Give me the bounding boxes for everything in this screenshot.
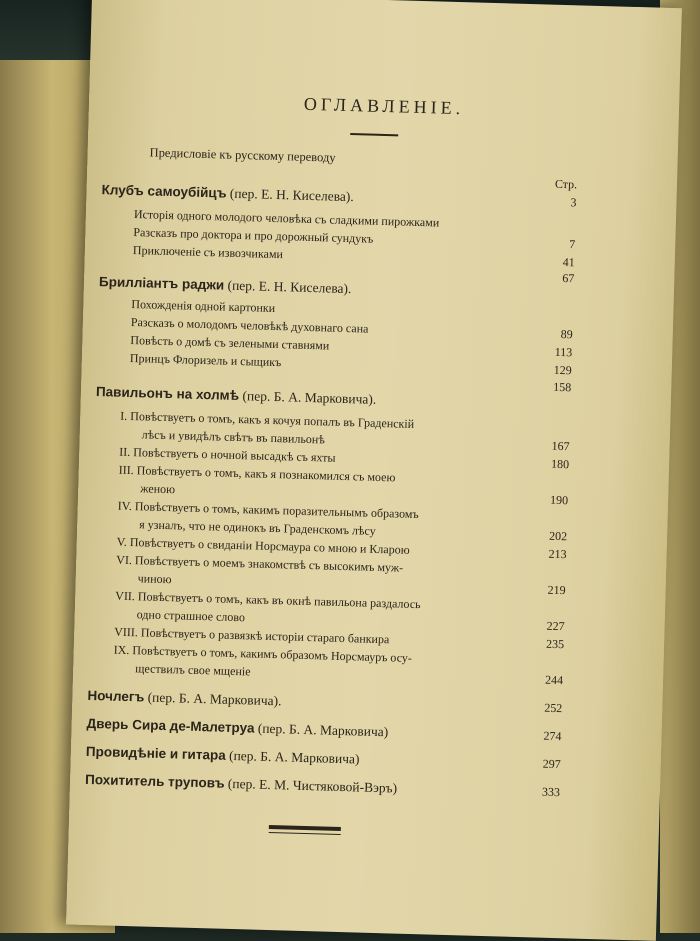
toc-entry-page: 180 <box>550 456 570 472</box>
toc-entry-page: 202 <box>548 528 568 544</box>
toc-entry-title <box>138 571 172 587</box>
toc-entry-title <box>149 145 335 165</box>
toc-entry-text: (пер. Б. А. Марковича) <box>225 747 360 767</box>
toc-entry-page: 235 <box>545 636 565 652</box>
toc-entry-heading: Клубъ самоубійцъ <box>101 182 227 201</box>
toc-entry-title <box>137 607 246 625</box>
toc-entry-page: 227 <box>546 618 565 634</box>
toc-entry-text: Похожденія одной картонки <box>131 296 276 315</box>
toc-entry-page: 113 <box>554 344 573 360</box>
toc-entry <box>87 144 677 180</box>
toc-entry-text: VIII. Повѣствуетъ о развязкѣ исторіи стараго банкира <box>114 624 390 647</box>
toc-entry-page: 158 <box>553 379 572 395</box>
toc-entry-text: Разсказъ о молодомъ человѣкѣ духовнаго сана <box>130 314 369 336</box>
toc-entry-page: 67 <box>562 271 575 286</box>
toc-entry-page: 333 <box>541 784 561 800</box>
toc-entry-title <box>87 688 281 709</box>
toc-entry-text: ществилъ свое мщеніе <box>135 661 251 679</box>
toc-entry-text: Приключеніе съ извозчиками <box>132 243 284 262</box>
toc-entry-text: одно страшное слово <box>136 607 246 625</box>
toc-entry-heading: Провидѣніе и гитара <box>85 743 226 763</box>
toc-entry-page: 167 <box>551 438 570 454</box>
toc-entry-text: чиною <box>137 571 172 587</box>
toc-entry-text: женою <box>140 481 176 497</box>
toc-entry-page: 252 <box>544 700 563 716</box>
toc-entry-text: (пер. Б. А. Марковича). <box>238 388 377 407</box>
page-title: ОГЛАВЛЕНІЕ. <box>303 93 465 119</box>
toc-entry-page: 41 <box>562 255 575 270</box>
toc-entry-heading: Похититель труповъ <box>84 771 225 791</box>
toc-entry-page: 3 <box>570 195 577 210</box>
toc-entry-page: 190 <box>549 492 569 508</box>
toc-entry-title <box>130 351 282 370</box>
toc-entry-page: 7 <box>569 237 576 252</box>
toc-entry-text: III. Повѣствуетъ о томъ, какъ я познакомился съ моею <box>118 462 396 485</box>
table-of-contents <box>66 0 682 941</box>
toc-entry-heading: Ночлегъ <box>87 687 145 705</box>
toc-entry-text: IX. Повѣствуетъ о томъ, какимъ образомъ Норсмауръ осу- <box>113 642 413 665</box>
page-column-label: Стр. <box>554 176 578 192</box>
toc-entry-text: Исторія одного молодого человѣка съ сладкими пирожками <box>133 207 440 230</box>
toc-entry-text: Принцъ Флоризель и сыщикъ <box>129 350 282 370</box>
toc-entry-title <box>86 744 360 768</box>
toc-entry-title <box>140 481 175 497</box>
toc-entry-text: (пер. Б. А. Марковича) <box>254 720 389 740</box>
toc-entry-title <box>86 716 388 740</box>
book-page <box>66 0 682 941</box>
toc-entry-text: VI. Повѣствуетъ о моемъ знакомствѣ съ высокимъ муж- <box>116 552 404 575</box>
end-ornament-rule-thin <box>269 832 341 835</box>
toc-entry-text: I. Повѣствуетъ о томъ, какъ я кочуя попалъ въ Граденскій <box>120 408 415 431</box>
toc-entry-text: Разсказъ про доктора и про дорожный сундукъ <box>133 225 374 246</box>
toc-entry-text: II. Повѣствуетъ о ночной высадкѣ съ яхты <box>119 444 336 465</box>
toc-entry-text: VII. Повѣствуетъ о томъ, какъ въ окнѣ павильона раздалось <box>115 588 421 612</box>
toc-entry-text: IV. Повѣствуетъ о томъ, какимъ поразительнымъ образомъ <box>117 498 419 522</box>
toc-entry-text: (пер. Е. Н. Киселева). <box>223 277 352 297</box>
toc-entry-text: V. Повѣствуетъ о свиданіи Норсмаура со мною и Кларою <box>116 534 410 557</box>
toc-entry-title <box>85 772 397 797</box>
toc-entry-heading: Павильонъ на холмѣ <box>95 384 240 404</box>
toc-entry-page: 244 <box>544 672 564 688</box>
toc-entry-heading: Дверь Сира де-Малетруа <box>86 715 255 736</box>
toc-entry-text: (пер. Б. А. Марковича). <box>144 689 282 709</box>
toc-entry-page: 129 <box>553 362 572 378</box>
toc-entry-text: Предисловіе къ русскому переводу <box>149 145 336 165</box>
title-rule <box>350 133 398 136</box>
toc-entry-text: (пер. Е. М. Чистяковой-Вэръ) <box>224 775 398 796</box>
toc-entry-heading: Бриллiантъ раджи <box>98 274 225 293</box>
toc-entry-text: (пер. Е. Н. Киселева). <box>226 185 354 205</box>
toc-entry-page: 213 <box>548 546 567 562</box>
toc-entry-text: лѣсъ и увидѣлъ свѣтъ въ павильонѣ <box>141 427 326 447</box>
toc-entry-page: 274 <box>543 728 562 744</box>
toc-entry-title <box>135 661 251 679</box>
toc-entry-title <box>131 297 275 316</box>
toc-entry-text: я узналъ, что не одинокъ въ Граденскомъ лѣсу <box>139 517 376 538</box>
toc-entry-text: Повѣсть о домѣ съ зелеными ставнями <box>130 332 330 353</box>
toc-entry-title <box>101 182 354 205</box>
toc-entry-page: 219 <box>547 582 566 598</box>
toc-entry-page: 297 <box>542 756 561 772</box>
end-ornament-rule <box>269 825 341 831</box>
toc-entry-page: 89 <box>560 326 573 342</box>
